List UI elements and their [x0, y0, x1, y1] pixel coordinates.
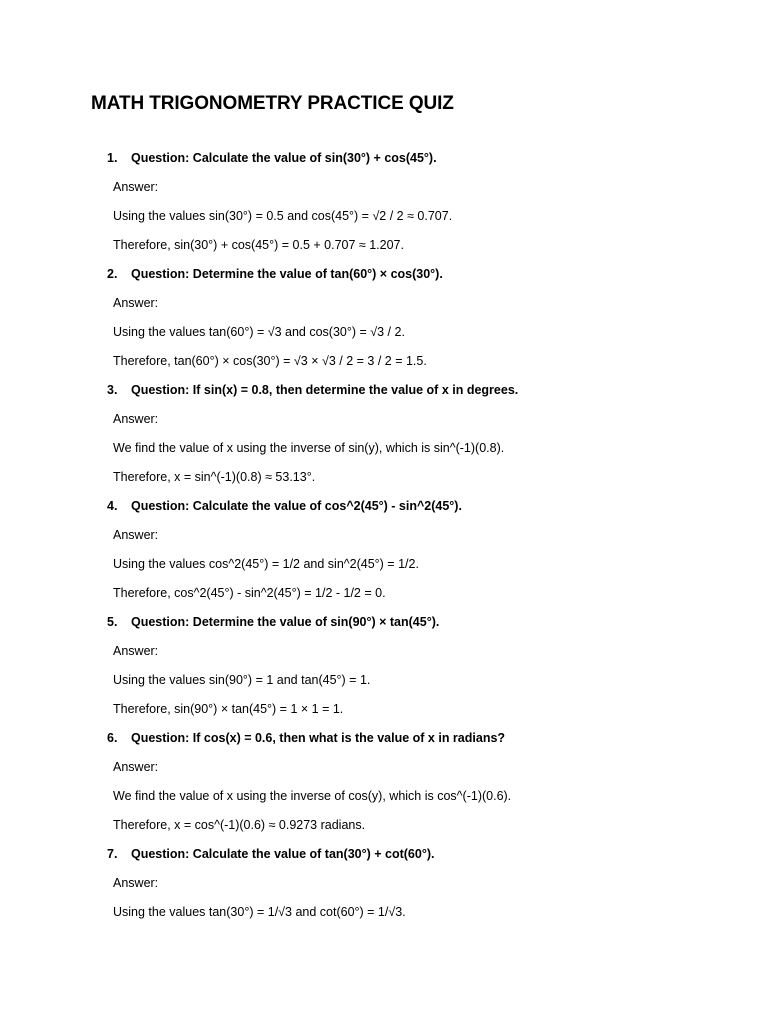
- answer-line: Using the values cos^2(45°) = 1/2 and sin^2(45°) = 1/2.: [113, 557, 419, 571]
- question-text: Question: If sin(x) = 0.8, then determine the value of x in degrees.: [131, 383, 519, 397]
- question-text: Question: Determine the value of tan(60°) × cos(30°).: [131, 267, 443, 281]
- question-item: [0, 727, 768, 843]
- answer-line: Using the values tan(60°) = √3 and cos(30°) = √3 / 2.: [113, 325, 405, 339]
- answer-line: Using the values sin(90°) = 1 and tan(45°) = 1.: [113, 673, 371, 687]
- answer-line: We find the value of x using the inverse of cos(y), which is cos^(-1)(0.6).: [113, 789, 512, 803]
- answer-label: Answer:: [113, 644, 159, 658]
- question-number: 6.: [107, 731, 118, 745]
- answer-line: Therefore, sin(30°) + cos(45°) = 0.5 + 0.707 ≈ 1.207.: [113, 238, 404, 252]
- question-item: [0, 843, 768, 930]
- question-list: [0, 147, 768, 930]
- question-line: [0, 147, 768, 176]
- answer-line: Using the values tan(30°) = 1/√3 and cot(60°) = 1/√3.: [113, 905, 406, 919]
- question-line: [0, 843, 768, 872]
- answer-label: Answer:: [113, 876, 159, 890]
- question-text: Question: Determine the value of sin(90°) × tan(45°).: [131, 615, 440, 629]
- answer-label: Answer:: [113, 412, 159, 426]
- answer-line: Using the values sin(30°) = 0.5 and cos(45°) = √2 / 2 ≈ 0.707.: [113, 209, 453, 223]
- answer-line: Therefore, tan(60°) × cos(30°) = √3 × √3 / 2 = 3 / 2 = 1.5.: [113, 354, 427, 368]
- question-item: [0, 263, 768, 379]
- question-number: 1.: [107, 151, 118, 165]
- question-text: Question: Calculate the value of sin(30°) + cos(45°).: [131, 151, 437, 165]
- answer-label: Answer:: [113, 528, 159, 542]
- question-line: [0, 495, 768, 524]
- answer-line: We find the value of x using the inverse of sin(y), which is sin^(-1)(0.8).: [113, 441, 505, 455]
- document-title: MATH TRIGONOMETRY PRACTICE QUIZ: [91, 93, 454, 114]
- question-line: [0, 611, 768, 640]
- question-item: [0, 379, 768, 495]
- question-number: 3.: [107, 383, 118, 397]
- answer-line: Therefore, x = cos^(-1)(0.6) ≈ 0.9273 radians.: [113, 818, 366, 832]
- answer-label: Answer:: [113, 760, 159, 774]
- question-number: 4.: [107, 499, 118, 513]
- question-item: [0, 147, 768, 263]
- answer-line: Therefore, sin(90°) × tan(45°) = 1 × 1 = 1.: [113, 702, 344, 716]
- question-line: [0, 263, 768, 292]
- answer-line: Therefore, cos^2(45°) - sin^2(45°) = 1/2 - 1/2 = 0.: [113, 586, 386, 600]
- question-item: [0, 611, 768, 727]
- answer-line: Therefore, x = sin^(-1)(0.8) ≈ 53.13°.: [113, 470, 316, 484]
- answer-label: Answer:: [113, 180, 159, 194]
- question-number: 7.: [107, 847, 118, 861]
- question-line: [0, 727, 768, 756]
- question-number: 5.: [107, 615, 118, 629]
- question-item: [0, 495, 768, 611]
- question-number: 2.: [107, 267, 118, 281]
- question-text: Question: If cos(x) = 0.6, then what is the value of x in radians?: [131, 731, 506, 745]
- answer-label: Answer:: [113, 296, 159, 310]
- question-text: Question: Calculate the value of tan(30°) + cot(60°).: [131, 847, 435, 861]
- question-line: [0, 379, 768, 408]
- question-text: Question: Calculate the value of cos^2(45°) - sin^2(45°).: [131, 499, 462, 513]
